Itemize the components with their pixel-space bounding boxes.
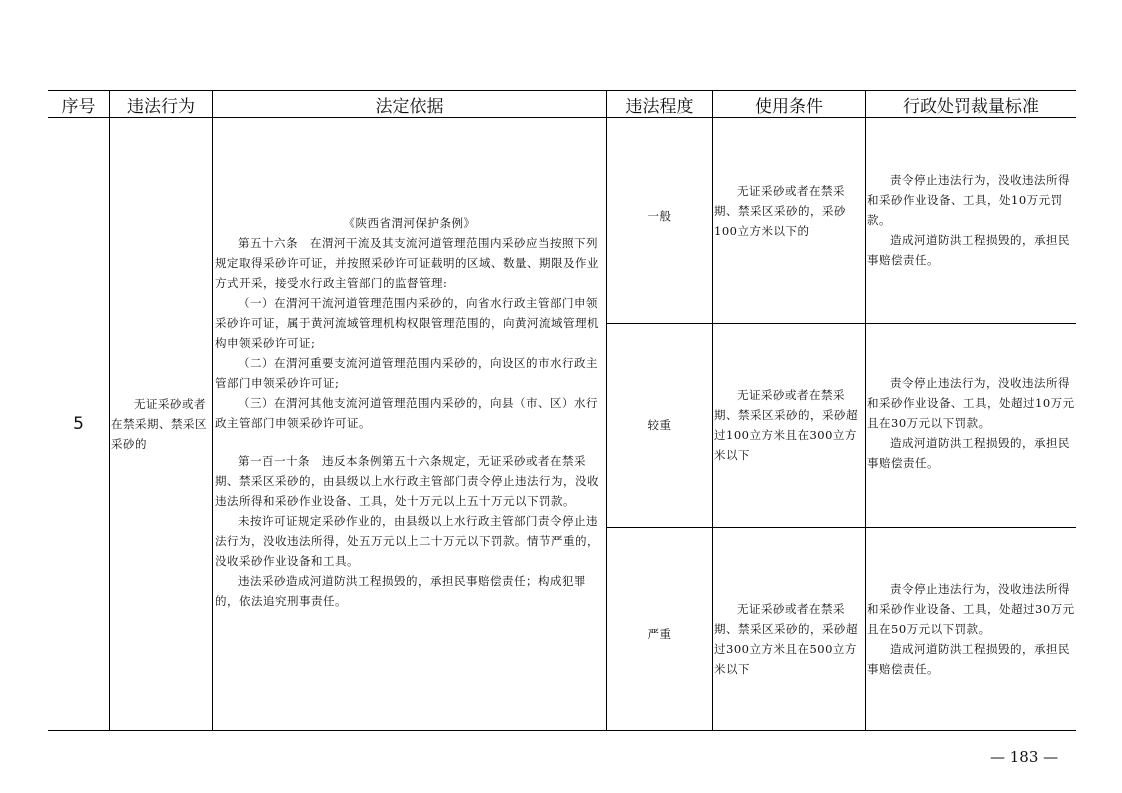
article-110-clause2: 未按许可证规定采砂作业的，由县级以上水行政主管部门责令停止违法行为，没收违法所得，处五万元以上二十万元以下罚款。情节严重的，没收采砂作业设备和工具。 — [215, 514, 599, 568]
article-56-item3: （三）在渭河其他支流河道管理范围内采砂的，向县（市、区）水行政主管部门申领采砂许可证。 — [215, 396, 598, 430]
penalty-severe-2: 造成河道防洪工程损毁的，承担民事赔偿责任。 — [867, 642, 1070, 676]
penalty-cell-serious — [865, 323, 1076, 527]
article-56-item1: （一）在渭河干流河道管理范围内采砂的，向省水行政主管部门申领采砂许可证，属于黄河流域管理机构权限管理范围的，向黄河流域管理机构申领采砂许可证; — [215, 296, 599, 350]
condition-severe: 无证采砂或者在禁采期、禁采区采砂的，采砂超过300立方米且在500立方米以下 — [714, 601, 858, 676]
penalty-serious-1: 责令停止违法行为，没收违法所得和采砂作业设备、工具，处超过10万元且在30万元以下罚款。 — [867, 376, 1075, 430]
degree-cell-general — [606, 118, 712, 323]
degree-cell-serious — [606, 323, 712, 527]
degree-serious: 较重 — [647, 418, 672, 432]
header-legal-basis: 法定依据 — [212, 91, 606, 118]
degree-cell-severe — [606, 527, 712, 730]
legal-basis-cell — [212, 118, 606, 730]
violation-text: 无证采砂或者在禁采期、禁采区采砂的 — [111, 397, 207, 451]
penalty-table — [48, 90, 1076, 731]
law-title: 《陕西省渭河保护条例》 — [343, 216, 476, 230]
penalty-cell-general — [865, 118, 1076, 323]
degree-severe: 严重 — [647, 626, 672, 641]
article-56: 第五十六条 在渭河干流及其支流河道管理范围内采砂应当按照下列规定取得采砂许可证，并按照采砂许可证载明的区域、数量、期限及作业方式开采，接受水行政主管部门的监督管理: — [215, 236, 599, 290]
penalty-severe-1: 责令停止违法行为，没收违法所得和采砂作业设备、工具，处超过30万元且在50万元以下罚款。 — [867, 582, 1075, 636]
header-penalty: 行政处罚裁量标准 — [865, 91, 1076, 118]
article-110: 第一百一十条 违反本条例第五十六条规定，无证采砂或者在禁采期、禁采区采砂的，由县级以上水行政主管部门责令停止违法行为，没收违法所得和采砂作业设备、工具，处十万元以上五十万元以下罚款。 — [215, 454, 599, 508]
condition-general: 无证采砂或者在禁采期、禁采区采砂的，采砂100立方米以下的 — [714, 183, 846, 238]
penalty-general-2: 造成河道防洪工程损毁的，承担民事赔偿责任。 — [867, 233, 1070, 267]
penalty-general-1: 责令停止违法行为，没收违法所得和采砂作业设备、工具，处10万元罚款。 — [867, 173, 1070, 227]
condition-cell-severe — [712, 527, 865, 730]
condition-cell-serious — [712, 323, 865, 527]
violation-cell — [109, 118, 212, 730]
condition-cell-general — [712, 118, 865, 323]
seq-cell — [48, 118, 109, 730]
page-number: — 183 — — [990, 748, 1059, 766]
header-condition: 使用条件 — [712, 91, 865, 118]
condition-serious: 无证采砂或者在禁采期、禁采区采砂的，采砂超过100立方米且在300立方米以下 — [714, 388, 858, 462]
header-seq: 序号 — [48, 91, 109, 118]
penalty-cell-severe — [865, 527, 1076, 730]
header-violation: 违法行为 — [109, 91, 212, 118]
article-56-item2: （二）在渭河重要支流河道管理范围内采砂的，向设区的市水行政主管部门申领采砂许可证; — [215, 356, 598, 390]
header-degree: 违法程度 — [606, 91, 712, 118]
row-number: 5 — [73, 414, 84, 434]
article-110-clause3: 违法采砂造成河道防洪工程损毁的，承担民事赔偿责任；构成犯罪的，依法追究刑事责任。 — [215, 574, 586, 608]
degree-general: 一般 — [647, 208, 672, 223]
penalty-serious-2: 造成河道防洪工程损毁的，承担民事赔偿责任。 — [867, 436, 1070, 470]
